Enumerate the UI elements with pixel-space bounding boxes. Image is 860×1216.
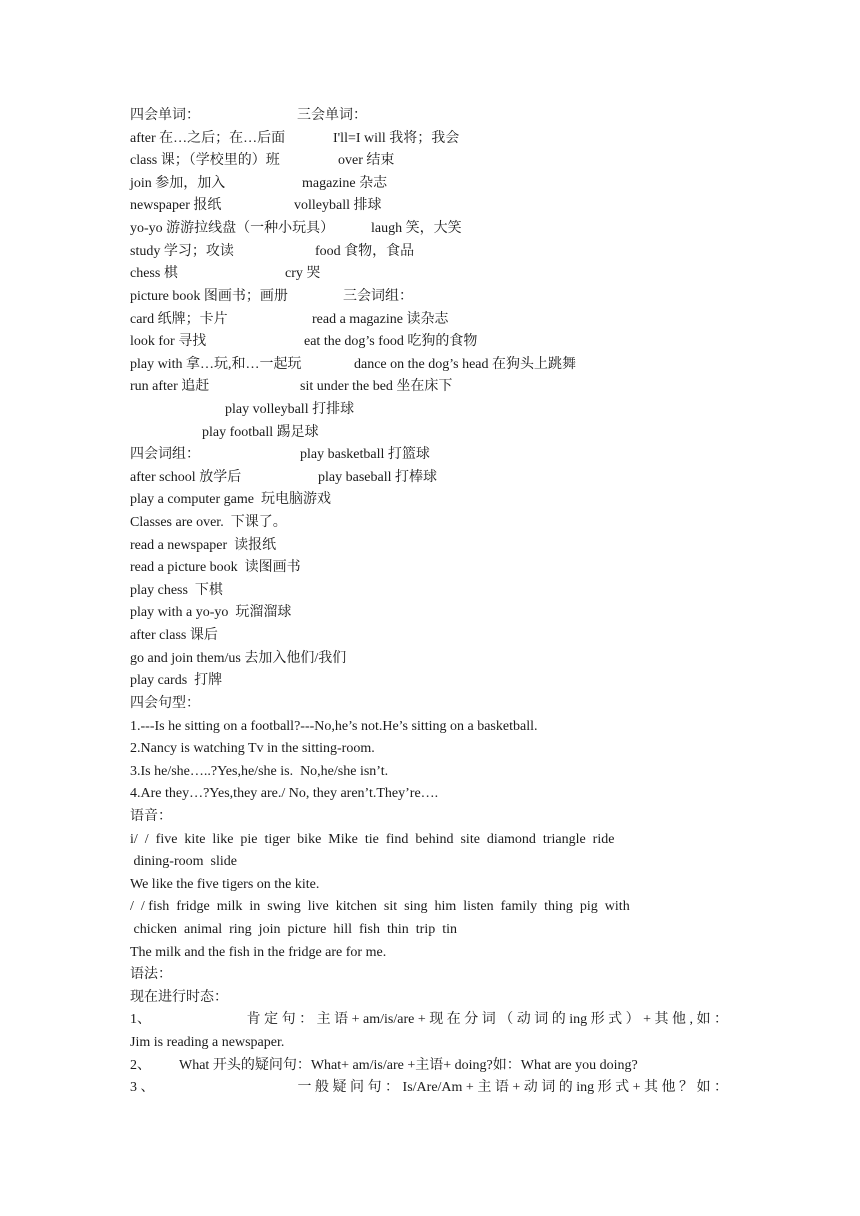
four-word-item: yo-yo 游游拉线盘（一种小玩具） — [130, 221, 335, 236]
three-word-item: I'll=I will 我将；我会 — [333, 131, 460, 146]
grammar-rule-1-example: Jim is reading a newspaper. — [130, 1035, 285, 1050]
four-word-item: class 课；（学校里的）班 — [130, 153, 280, 168]
grammar-rule-3 — [130, 1079, 728, 1097]
four-word-item: look for 寻找 — [130, 334, 207, 349]
four-phrase-item: play with a yo-yo 玩溜溜球 — [130, 605, 292, 620]
three-phrase-item: dance on the dog’s head 在狗头上跳舞 — [354, 357, 577, 372]
three-word-item: volleyball 排球 — [294, 198, 382, 213]
four-word-item: newspaper 报纸 — [130, 198, 222, 213]
four-phrase-item: play chess 下棋 — [130, 583, 223, 598]
four-word-item: after 在…之后；在…后面 — [130, 131, 286, 146]
four-word-item: study 学习；攻读 — [130, 244, 234, 259]
grammar-rule-1-number: 1、 — [130, 1012, 151, 1027]
four-word-item: chess 棋 — [130, 266, 178, 281]
four-phrase-item: read a newspaper 读报纸 — [130, 538, 277, 553]
sentence-item: 2.Nancy is watching Tv in the sitting-room. — [130, 741, 375, 756]
phonetics-short-i-words: / / fish fridge milk in swing live kitchen sit sing him listen family thing pig with — [130, 899, 630, 914]
three-phrase-item: read a magazine 读杂志 — [312, 312, 449, 327]
three-word-item: cry 哭 — [285, 266, 321, 281]
four-phrase-item: read a picture book 读图画书 — [130, 560, 301, 575]
four-word-item: run after 追赶 — [130, 379, 210, 394]
grammar-rule-2: 2、 What 开头的疑问句：What+ am/is/are +主语+ doing?如：What are you doing? — [130, 1058, 638, 1073]
four-phrase-item: play cards 打牌 — [130, 673, 223, 688]
three-word-item: over 结束 — [338, 153, 395, 168]
phonetics-heading: 语音： — [130, 809, 172, 824]
three-words-heading: 三会单词： — [297, 108, 367, 123]
three-phrase-item: play volleyball 打排球 — [225, 402, 355, 417]
four-word-item: play with 拿…玩,和…一起玩 — [130, 357, 302, 372]
sentence-item: 1.---Is he sitting on a football?---No,he’s not.He’s sitting on a basketball. — [130, 719, 538, 734]
four-words-heading: 四会单词： — [130, 108, 200, 123]
three-phrases-heading: 三会词组： — [343, 289, 413, 304]
four-phrase-item: after class 课后 — [130, 628, 218, 643]
grammar-rule-1 — [130, 1011, 728, 1029]
three-phrase-item: play basketball 打篮球 — [300, 447, 430, 462]
sentence-item: 3.Is he/she…..?Yes,he/she is. No,he/she isn’t. — [130, 764, 389, 779]
four-word-item: picture book 图画书；画册 — [130, 289, 288, 304]
three-phrase-item: eat the dog’s food 吃狗的食物 — [304, 334, 478, 349]
grammar-rule-1-text: 肯 定 句 ： 主 语 + am/is/are + 现 在 分 词 （ 动 词 的 ing 形 式 ） + 其 他 , 如 ： — [246, 1012, 728, 1027]
four-phrase-item: after school 放学后 — [130, 470, 242, 485]
three-word-item: food 食物，食品 — [315, 244, 415, 259]
four-phrase-item: Classes are over. 下课了。 — [130, 515, 287, 530]
four-phrases-heading: 四会词组： — [130, 447, 200, 462]
four-word-item: join 参加，加入 — [130, 176, 226, 191]
sentence-item: 4.Are they…?Yes,they are./ No, they aren’t.They’re…. — [130, 786, 439, 801]
three-phrase-item: play football 踢足球 — [202, 425, 319, 440]
three-phrase-item: sit under the bed 坐在床下 — [300, 379, 453, 394]
grammar-rule-3-text: 一 般 疑 问 句 ： Is/Are/Am + 主 语 + 动 词 的 ing 形 式 + 其 他 ？ 如 ： — [297, 1080, 728, 1095]
phonetics-i-sentence: We like the five tigers on the kite. — [130, 877, 320, 892]
three-word-item: laugh 笑，大笑 — [371, 221, 462, 236]
phonetics-short-i-words-cont: chicken animal ring join picture hill fish thin trip tin — [130, 922, 457, 937]
grammar-rule-3-number: 3 、 — [130, 1080, 155, 1095]
four-word-item: card 纸牌；卡片 — [130, 312, 228, 327]
three-word-item: magazine 杂志 — [302, 176, 388, 191]
grammar-heading: 语法： — [130, 967, 172, 982]
three-phrase-item: play baseball 打棒球 — [318, 470, 437, 485]
phonetics-i-words: i/ / five kite like pie tiger bike Mike tie find behind site diamond triangle ride — [130, 832, 615, 847]
phonetics-short-i-sentence: The milk and the fish in the fridge are for me. — [130, 945, 387, 960]
phonetics-i-words-cont: dining-room slide — [130, 854, 237, 869]
four-phrase-item: go and join them/us 去加入他们/我们 — [130, 651, 347, 666]
four-phrase-item: play a computer game 玩电脑游戏 — [130, 492, 332, 507]
sentences-heading: 四会句型： — [130, 696, 200, 711]
grammar-subheading: 现在进行时态： — [130, 990, 228, 1005]
